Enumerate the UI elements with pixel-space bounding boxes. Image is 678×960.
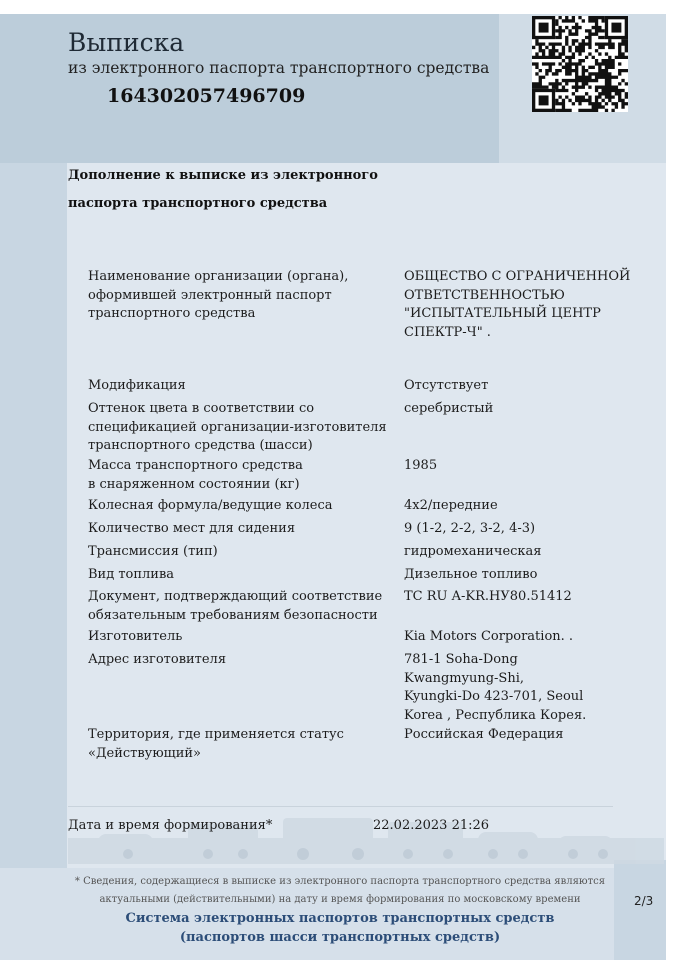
- field-label: Масса транспортного средства в снаряженном состоянии (кг): [88, 458, 303, 492]
- field-label: Территория, где применяется статус «Действующий»: [88, 727, 344, 761]
- field-value: Дизельное топливо: [404, 567, 538, 582]
- section-title-line-2: паспорта транспортного средства: [68, 196, 328, 211]
- field-value: 1985: [404, 458, 438, 473]
- field-label: Трансмиссия (тип): [88, 544, 218, 559]
- left-band: [0, 163, 67, 868]
- field-label: Наименование организации (органа), оформившей электронный паспорт транспортного средства: [88, 269, 349, 321]
- field-label: Вид топлива: [88, 567, 175, 582]
- field-value: ТС RU A-KR.НУ80.51412: [404, 589, 572, 604]
- field-label: Модификация: [88, 378, 186, 393]
- field-value: серебристый: [404, 401, 494, 416]
- right-band: [614, 860, 666, 960]
- field-value: 4x2/передние: [404, 498, 498, 513]
- field-label: Изготовитель: [88, 629, 183, 644]
- divider: [68, 806, 613, 807]
- field-value: ОБЩЕСТВО С ОГРАНИЧЕННОЙ ОТВЕТСТВЕННОСТЬЮ "ИСПЫТАТЕЛЬНЫЙ ЦЕНТР СПЕКТР-Ч" .: [404, 269, 631, 340]
- footnote: * Сведения, содержащиеся в выписке из электронного паспорта транспортного средства являются актуальными (действительными) на дату и время формирования по московскому времени: [74, 876, 606, 905]
- field-value: 781-1 Soha-Dong Kwangmyung-Shi, Kyungki-Do 423-701, Seoul Korea , Республика Корея.: [404, 652, 587, 723]
- generation-label: Дата и время формирования*: [68, 818, 273, 833]
- generation-value: 22.02.2023 21:26: [373, 818, 490, 833]
- field-value: гидромеханическая: [404, 544, 542, 559]
- field-label: Количество мест для сидения: [88, 521, 296, 536]
- system-title: Система электронных паспортов транспортных средств (паспортов шасси транспортных средств): [125, 911, 555, 945]
- field-value: Российская Федерация: [404, 727, 564, 742]
- field-label: Колесная формула/ведущие колеса: [88, 498, 333, 513]
- page-number: 2/3: [634, 894, 654, 908]
- field-label: Оттенок цвета в соответствии со спецификацией организации-изготовителя транспортного средства (шасси): [88, 401, 387, 453]
- field-label: Документ, подтверждающий соответствие обязательным требованиям безопасности: [88, 589, 383, 623]
- field-label: Адрес изготовителя: [88, 652, 227, 667]
- field-value: Отсутствует: [404, 378, 489, 393]
- document-title: Выписка: [68, 28, 185, 57]
- qr-code-icon: [532, 16, 628, 112]
- document-number: 164302057496709: [107, 85, 306, 107]
- document-subtitle: из электронного паспорта транспортного средства: [68, 59, 490, 77]
- field-value: Kia Motors Corporation. .: [404, 629, 574, 644]
- field-value: 9 (1-2, 2-2, 3-2, 4-3): [404, 521, 536, 536]
- section-title-line-1: Дополнение к выписке из электронного: [68, 168, 378, 183]
